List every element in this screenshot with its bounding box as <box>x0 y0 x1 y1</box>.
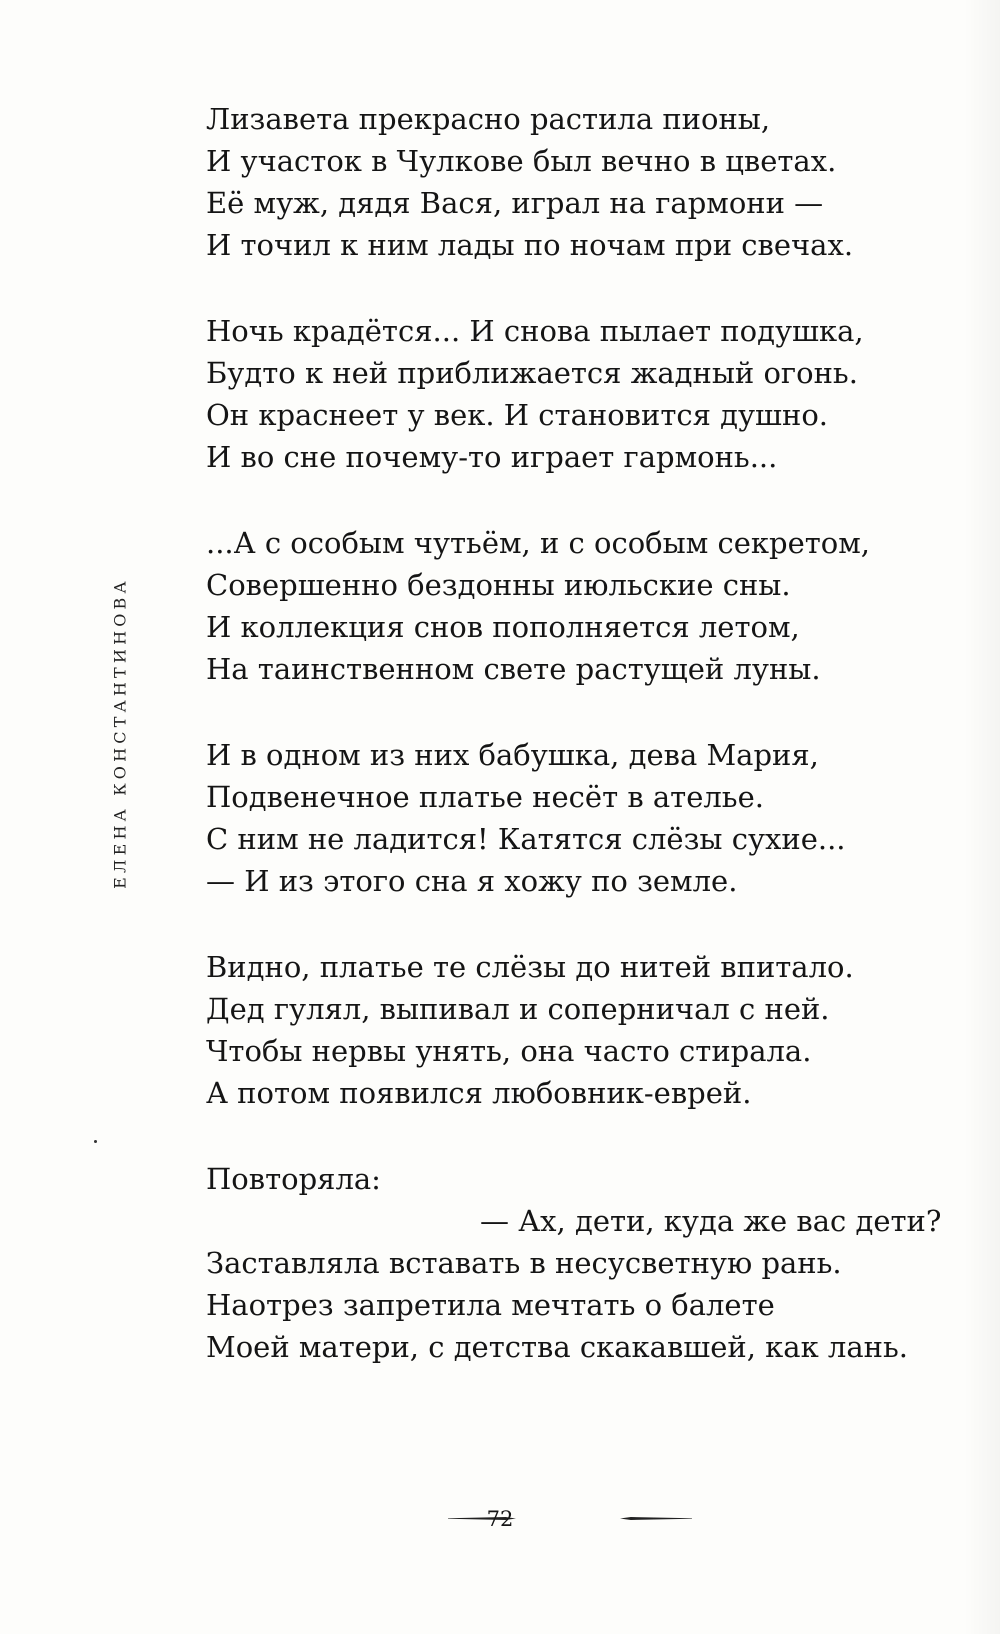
poem <box>206 98 966 1412</box>
poem-line: ...А с особым чутьём, и с особым секретом, <box>206 526 871 560</box>
poem-line: Он краснеет у век. И становится душно. <box>206 398 828 432</box>
page-number: 72 <box>486 1507 514 1531</box>
poem-line-dialogue: — Ах, дети, куда же вас дети? <box>480 1204 942 1238</box>
poem-line: Совершенно бездонны июльские сны. <box>206 568 791 602</box>
poem-line: И участок в Чулкове был вечно в цветах. <box>206 144 837 178</box>
poem-line: — И из этого сна я хожу по земле. <box>206 864 738 898</box>
poem-line: Чтобы нервы унять, она часто стирала. <box>206 1034 812 1068</box>
poem-line: Ночь крадётся... И снова пылает подушка, <box>206 314 864 348</box>
poem-line: Моей матери, с детства скакавшей, как лань. <box>206 1330 908 1364</box>
poem-line: И в одном из них бабушка, дева Мария, <box>206 738 819 772</box>
poem-line: Будто к ней приближается жадный огонь. <box>206 356 858 390</box>
page-edge-shadow <box>964 0 1000 1634</box>
poem-line: Видно, платье те слёзы до нитей впитало. <box>206 950 854 984</box>
poem-line: Подвенечное платье несёт в ателье. <box>206 780 764 814</box>
poem-line: Повторяла: <box>206 1162 381 1196</box>
poem-line: На таинственном свете растущей луны. <box>206 652 821 686</box>
stanza-5 <box>206 946 966 1114</box>
margin-dot <box>94 1140 97 1143</box>
poem-line: Дед гулял, выпивал и соперничал с ней. <box>206 992 830 1026</box>
stanza-1 <box>206 98 966 266</box>
poem-line: Наотрез запретила мечтать о балете <box>206 1288 775 1322</box>
running-head-author: ЕЛЕНА КОНСТАНТИНОВА <box>110 577 130 889</box>
stanza-4 <box>206 734 966 902</box>
stanza-2 <box>206 310 966 478</box>
page-footer <box>0 1504 1000 1534</box>
poem-line: Лизавета прекрасно растила пионы, <box>206 102 771 136</box>
poem-line: И точил к ним лады по ночам при свечах. <box>206 228 854 262</box>
stanza-6 <box>206 1158 966 1368</box>
poem-line: Заставляла вставать в несусветную рань. <box>206 1246 842 1280</box>
stanza-3 <box>206 522 966 690</box>
poem-line: И коллекция снов пополняется летом, <box>206 610 800 644</box>
poem-line: А потом появился любовник-еврей. <box>206 1076 752 1110</box>
poem-line: И во сне почему-то играет гармонь... <box>206 440 778 474</box>
poem-line: Её муж, дядя Вася, играл на гармони — <box>206 186 824 220</box>
poem-line: С ним не ладится! Катятся слёзы сухие... <box>206 822 846 856</box>
